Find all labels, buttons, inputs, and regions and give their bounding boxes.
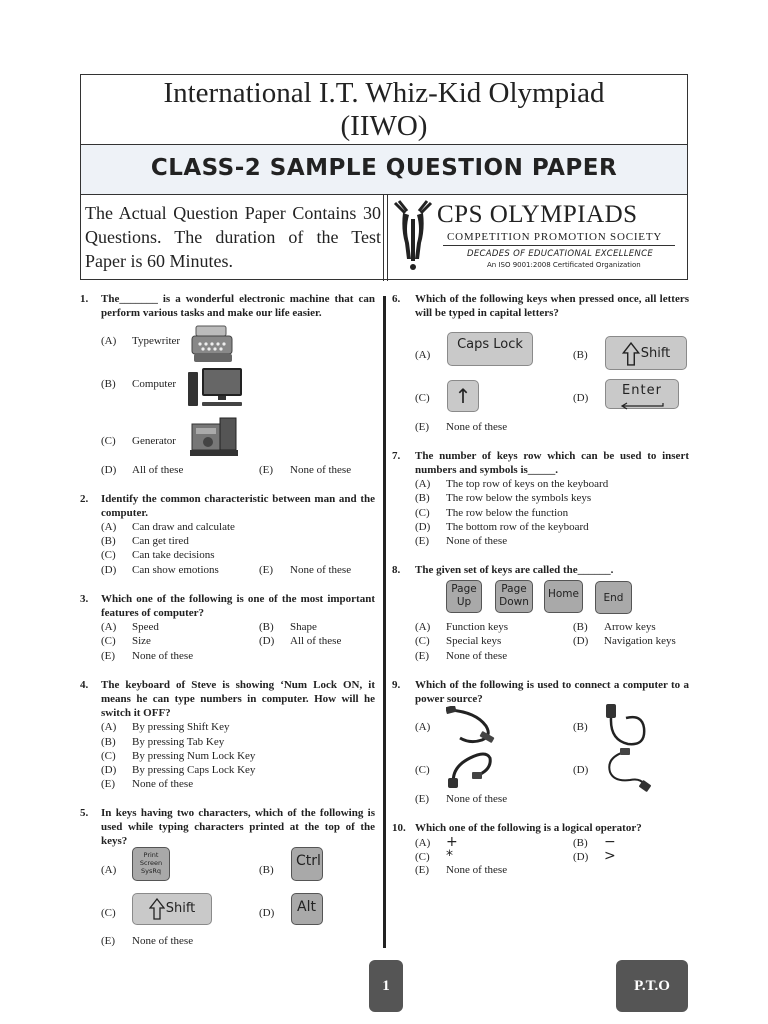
option-d-label: (D) bbox=[573, 764, 589, 776]
header-box bbox=[80, 74, 688, 280]
option-e: (E) None of these bbox=[415, 535, 508, 547]
question-text: In keys having two characters, which of the following is used while typing characters printed at the top of the keys? bbox=[101, 807, 375, 848]
option-d: (D) The bottom row of the keyboard bbox=[415, 521, 589, 533]
enter-key-icon: Enter bbox=[605, 379, 679, 409]
option-b: (B) By pressing Tab Key bbox=[101, 736, 225, 748]
option-b: (B) Computer bbox=[101, 378, 176, 390]
power-cable-icon bbox=[446, 748, 494, 790]
ctrl-key-icon: Ctrl bbox=[291, 847, 323, 881]
option-a: (A) Function keys bbox=[415, 621, 509, 633]
option-c: (C) * bbox=[415, 848, 453, 864]
option-e: (E) None of these bbox=[259, 564, 352, 576]
option-e: (E) None of these bbox=[259, 464, 352, 476]
option-b: (B) The row below the symbols keys bbox=[415, 492, 592, 504]
end-key-icon: End bbox=[595, 581, 632, 614]
option-c: (C) By pressing Num Lock Key bbox=[101, 750, 256, 762]
option-a: (A) Can draw and calculate bbox=[101, 521, 235, 533]
option-a: (A) By pressing Shift Key bbox=[101, 721, 230, 733]
usb-cable-icon bbox=[446, 706, 498, 748]
option-a: (A) + bbox=[415, 834, 458, 850]
print-screen-key-icon: Print Screen SysRq bbox=[132, 847, 170, 881]
option-a: (A) Typewriter bbox=[101, 335, 181, 347]
page-down-key-icon: Page Down bbox=[495, 580, 533, 613]
logo-tagline: DECADES OF EDUCATIONAL EXCELLENCE bbox=[467, 249, 653, 259]
option-c-label: (C) bbox=[415, 764, 430, 776]
option-a-label: (A) bbox=[415, 721, 431, 733]
logo-certification: An ISO 9001:2008 Certificated Organization bbox=[487, 261, 641, 269]
question-text: Which of the following keys when pressed once, all letters will be typed in capital letters? bbox=[415, 293, 689, 320]
option-c-label: (C) bbox=[101, 907, 116, 919]
option-d: (D) By pressing Caps Lock Key bbox=[101, 764, 256, 776]
column-divider bbox=[383, 296, 386, 948]
option-e: (E) None of these bbox=[101, 778, 194, 790]
network-cable-icon bbox=[604, 748, 654, 794]
option-d-label: (D) bbox=[259, 907, 275, 919]
option-c: (C) Generator bbox=[101, 435, 176, 447]
page-up-key-icon: Page Up bbox=[446, 580, 482, 613]
option-d: (D) All of these bbox=[259, 635, 342, 647]
computer-icon bbox=[186, 366, 246, 408]
pto-badge: P.T.O bbox=[616, 960, 688, 1012]
up-outline-arrow-icon bbox=[149, 898, 165, 920]
paper-subtitle: CLASS-2 SAMPLE QUESTION PAPER bbox=[81, 145, 687, 195]
option-d: (D) Can show emotions bbox=[101, 564, 219, 576]
home-key-icon: Home bbox=[544, 580, 583, 613]
generator-icon bbox=[190, 414, 238, 458]
option-b-label: (B) bbox=[259, 864, 274, 876]
option-d: (D) All of these bbox=[101, 464, 184, 476]
logo-rule bbox=[443, 245, 675, 246]
option-e: (E) None of these bbox=[415, 793, 508, 805]
page-title: International I.T. Whiz-Kid Olympiad (IIWO) bbox=[81, 75, 687, 145]
cps-logo bbox=[391, 199, 687, 277]
option-b-label: (B) bbox=[573, 349, 588, 361]
option-c-label: (C) bbox=[415, 392, 430, 404]
option-c: (C) The row below the function bbox=[415, 507, 569, 519]
option-e: (E) None of these bbox=[415, 650, 508, 662]
cps-emblem-icon bbox=[391, 199, 437, 277]
alt-key-icon: Alt bbox=[291, 893, 323, 925]
logo-name: CPS OLYMPIADS bbox=[437, 201, 638, 228]
option-b: (B) Can get tired bbox=[101, 535, 189, 547]
option-e: (E) None of these bbox=[101, 650, 194, 662]
option-e: (E) None of these bbox=[415, 421, 508, 433]
page-number: 1 bbox=[369, 960, 403, 1012]
option-d: (D) > bbox=[573, 848, 616, 864]
option-b: (B) Arrow keys bbox=[573, 621, 656, 633]
shift-key-icon: Shift bbox=[605, 336, 687, 370]
option-a: (A) The top row of keys on the keyboard bbox=[415, 478, 609, 490]
option-d: (D) Navigation keys bbox=[573, 635, 676, 647]
up-arrow-key-icon: ↑ bbox=[447, 380, 479, 412]
option-b: (B) Shape bbox=[259, 621, 317, 633]
question-text: The_______ is a wonderful electronic machine that can perform various tasks and make our life easier. bbox=[101, 293, 375, 320]
serial-cable-icon bbox=[604, 704, 650, 748]
caps-lock-key-icon: Caps Lock bbox=[447, 332, 533, 366]
enter-arrow-icon bbox=[619, 402, 665, 410]
question-text: Which one of the following is one of the most important features of computer? bbox=[101, 593, 375, 620]
option-e: (E) None of these bbox=[101, 935, 194, 947]
question-text: Identify the common characteristic between man and the computer. bbox=[101, 493, 375, 520]
option-b-label: (B) bbox=[573, 721, 588, 733]
option-b: (B) − bbox=[573, 834, 616, 850]
header-divider bbox=[383, 195, 388, 281]
question-text: Which one of the following is a logical operator? bbox=[415, 822, 642, 834]
option-c: (C) Special keys bbox=[415, 635, 502, 647]
option-a: (A) Speed bbox=[101, 621, 159, 633]
option-c: (C) Can take decisions bbox=[101, 549, 215, 561]
up-outline-arrow-icon bbox=[622, 342, 640, 366]
option-a-label: (A) bbox=[415, 349, 431, 361]
question-text: The number of keys row which can be used to insert numbers and symbols is_____. bbox=[415, 450, 689, 477]
option-c: (C) Size bbox=[101, 635, 151, 647]
question-text: The keyboard of Steve is showing ‘Num Lock ON, it means he can type numbers in computer. How will he switch it OFF? bbox=[101, 679, 375, 720]
option-d-label: (D) bbox=[573, 392, 589, 404]
logo-society: COMPETITION PROMOTION SOCIETY bbox=[447, 231, 663, 243]
question-text: Which of the following is used to connect a computer to a power source? bbox=[415, 679, 689, 706]
question-text: The given set of keys are called the______. bbox=[415, 564, 614, 576]
paper-info: The Actual Question Paper Contains 30 Questions. The duration of the Test Paper is 60 Minutes. bbox=[85, 203, 381, 271]
option-e: (E) None of these bbox=[415, 864, 508, 876]
typewriter-icon bbox=[190, 324, 234, 366]
shift-key-icon: Shift bbox=[132, 893, 212, 925]
option-a-label: (A) bbox=[101, 864, 117, 876]
